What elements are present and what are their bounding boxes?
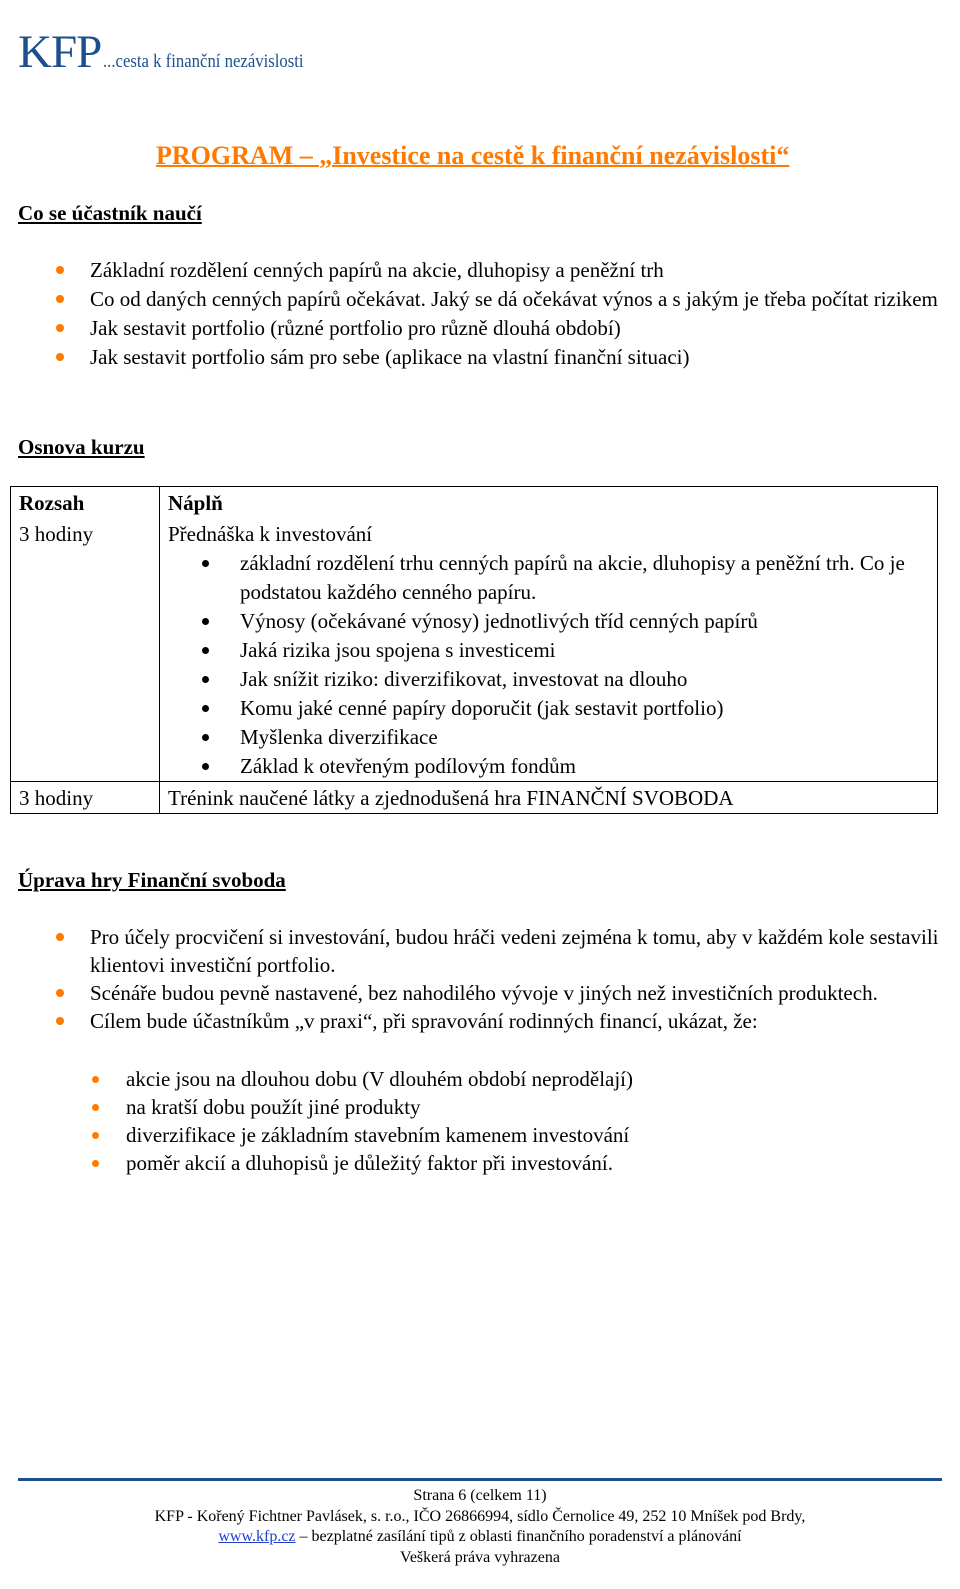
list-item: základní rozdělení trhu cenných papírů na akcie, dluhopisy a peněžní trh. Co je podstatou každého cenného papíru. [240,549,929,607]
learning-list [90,256,940,372]
kfp-logo [18,26,331,76]
list-item: Myšlenka diverzifikace [240,723,929,752]
list-item: na kratší dobu použít jiné produkty [126,1093,926,1121]
column-header-scope: Rozsah [11,487,160,518]
bullet-icon [202,618,209,625]
list-item: Jak sestavit portfolio sám pro sebe (aplikace na vlastní finanční situaci) [90,343,940,372]
logo-wordmark: KFP [18,26,102,78]
list-item: Scénáře budou pevně nastavené, bez nahodilého vývoje v jiných než investičních produktech. [90,979,940,1007]
bullet-icon [202,734,209,741]
table-header-row [11,487,937,518]
bullet-icon [202,763,209,770]
list-item: Jaká rizika jsou spojena s investicemi [240,636,929,665]
bullet-icon [56,1017,64,1025]
list-item: Jak snížit riziko: diverzifikovat, investovat na dlouho [240,665,929,694]
bullet-icon [56,989,64,997]
table-cell-content: Trénink naučené látky a zjednodušená hra FINANČNÍ SVOBODA [168,786,734,810]
table-row [11,781,937,813]
bullet-icon [56,324,64,332]
section-heading-outline: Osnova kurzu [18,435,145,459]
bullet-icon [202,676,209,683]
bullet-icon [56,266,64,274]
list-item: Výnosy (očekávané výnosy) jednotlivých tříd cenných papírů [240,607,929,636]
company-info: KFP - Kořený Fichtner Pavlásek, s. r.o., IČO 26866994, sídlo Černolice 49, 252 10 Mníšek pod Brdy, [154,1507,806,1525]
bullet-icon [56,295,64,303]
list-item: akcie jsou na dlouhou dobu (V dlouhém období neprodělají) [126,1065,926,1093]
lecture-topics [240,549,929,781]
list-item: Komu jaké cenné papíry doporučit (jak sestavit portfolio) [240,694,929,723]
rights-reserved: Veškerá práva vyhrazena [400,1548,560,1566]
list-item: Cílem bude účastníkům „v praxi“, při spravování rodinných financí, ukázat, že: [90,1007,940,1035]
section-heading-game: Úprava hry Finanční svoboda [18,868,286,892]
website-link[interactable]: www.kfp.cz [218,1528,296,1545]
table-cell-content [160,518,937,781]
footer-link-suffix: – bezplatné zasílání tipů z oblasti finančního poradenství a plánování [295,1528,742,1545]
game-list [90,923,940,1035]
page-footer [0,1486,960,1568]
bullet-icon [92,1076,99,1083]
table-cell-scope: 3 hodiny [11,518,160,781]
list-item: Základní rozdělení cenných papírů na akcie, dluhopisy a peněžní trh [90,256,940,285]
table-row [11,518,937,781]
list-item: Co od daných cenných papírů očekávat. Jaký se dá očekávat výnos a s jakým je třeba počítat rizikem [90,285,940,314]
bullet-icon [56,353,64,361]
column-header-content: Náplň [168,491,223,515]
list-item: poměr akcií a dluhopisů je důležitý faktor při investování. [126,1149,926,1177]
page-number: Strana 6 (celkem 11) [413,1487,547,1504]
bullet-icon [92,1132,99,1139]
footer-divider [18,1478,942,1481]
bullet-icon [92,1104,99,1111]
list-item: Pro účely procvičení si investování, budou hráči vedeni zejména k tomu, aby v každém kole sestavili klientovi investiční portfolio. [90,923,940,979]
program-title: PROGRAM – „Investice na cestě k finanční nezávislosti“ [156,141,790,170]
bullet-icon [202,705,209,712]
course-outline-table [10,486,938,814]
footer-link-line [0,1527,960,1548]
list-item: diverzifikace je základním stavebním kamenem investování [126,1121,926,1149]
logo-tagline: ...cesta k finanční nezávislosti [103,51,304,72]
table-cell-scope: 3 hodiny [11,782,160,813]
game-sublist [126,1065,926,1177]
section-heading-learning: Co se účastník naučí [18,201,202,225]
list-item: Jak sestavit portfolio (různé portfolio pro různě dlouhá období) [90,314,940,343]
bullet-icon [56,933,64,941]
bullet-icon [202,647,209,654]
bullet-icon [92,1160,99,1167]
lecture-title: Přednáška k investování [168,522,373,546]
bullet-icon [202,560,209,567]
list-item: Základ k otevřeným podílovým fondům [240,752,929,781]
